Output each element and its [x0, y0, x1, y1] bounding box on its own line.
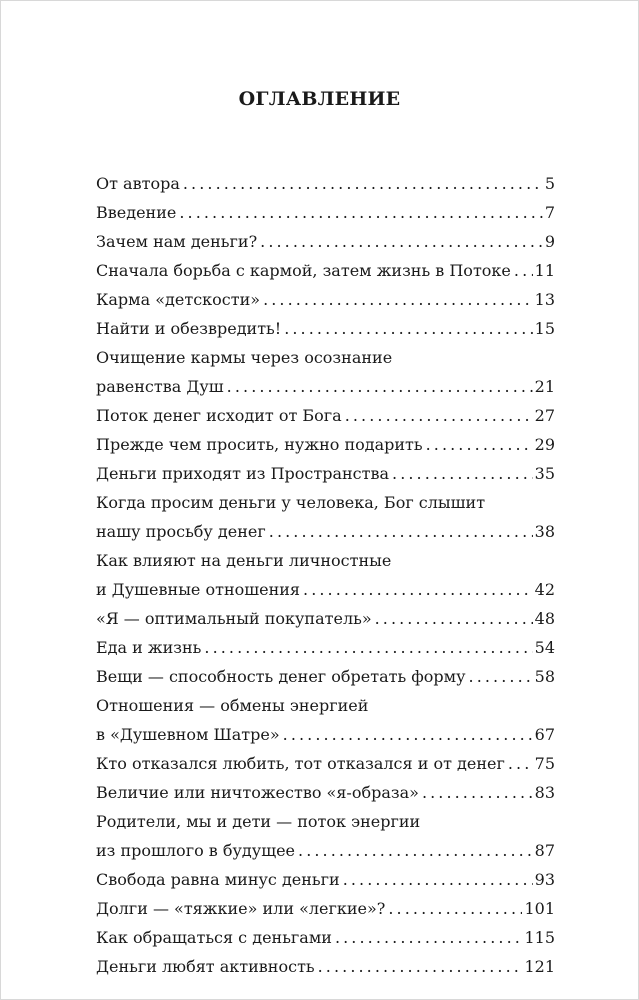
- toc-entry-title: Сначала борьба с кармой, затем жизнь в Потоке: [96, 261, 511, 280]
- toc-entry-page-number: 83: [534, 783, 555, 802]
- toc-entry-title: Деньги приходят из Пространства: [96, 464, 390, 483]
- toc-entry[interactable]: [96, 169, 555, 198]
- toc-entry-page-number: 67: [534, 725, 555, 744]
- toc-entry-page-number: 5: [544, 174, 555, 193]
- toc-entry-title: Найти и обезвредить!: [96, 319, 282, 338]
- dot-leader: [392, 459, 533, 488]
- dot-leader: [227, 372, 533, 401]
- toc-entry-first-line: Родители, мы и дети — поток энергии: [96, 812, 421, 831]
- toc-entry-page-number: 54: [534, 638, 555, 657]
- toc-entry[interactable]: [96, 198, 555, 227]
- toc-entry[interactable]: [96, 720, 555, 749]
- toc-entry[interactable]: [96, 256, 555, 285]
- table-of-contents: [96, 169, 555, 981]
- dot-leader: [375, 604, 533, 633]
- toc-entry[interactable]: [96, 430, 555, 459]
- toc-entry-title: из прошлого в будущее: [96, 841, 296, 860]
- toc-entry-page-number: 27: [534, 406, 555, 425]
- dot-leader: [422, 778, 533, 807]
- toc-entry-page-number: 38: [534, 522, 555, 541]
- dot-leader: [260, 227, 543, 256]
- toc-entry-page-number: 35: [534, 464, 555, 483]
- toc-entry-title: Зачем нам деньги?: [96, 232, 258, 251]
- page-title: ОГЛАВЛЕНИЕ: [238, 88, 401, 110]
- toc-entry-page-number: 13: [534, 290, 555, 309]
- dot-leader: [318, 952, 523, 981]
- toc-entry-first-line: Как влияют на деньги личностные: [96, 551, 392, 570]
- dot-leader: [343, 865, 533, 894]
- toc-entry[interactable]: [96, 401, 555, 430]
- toc-entry[interactable]: [96, 575, 555, 604]
- dot-leader: [179, 198, 542, 227]
- toc-entry-title: Кто отказался любить, тот отказался и от денег: [96, 754, 505, 773]
- dot-leader: [269, 517, 533, 546]
- toc-entry-title: Свобода равна минус деньги: [96, 870, 340, 889]
- toc-entry-title: и Душевные отношения: [96, 580, 301, 599]
- toc-entry-page-number: 7: [544, 203, 555, 222]
- toc-entry[interactable]: [96, 749, 555, 778]
- dot-leader: [508, 749, 533, 778]
- toc-entry-first-line: Отношения — обмены энергией: [96, 696, 369, 715]
- toc-entry-page-number: 9: [544, 232, 555, 251]
- toc-entry-title: в «Душевном Шатре»: [96, 725, 280, 744]
- toc-entry-title: Поток денег исходит от Бога: [96, 406, 342, 425]
- toc-entry[interactable]: [96, 894, 555, 923]
- toc-entry-page-number: 58: [534, 667, 555, 686]
- toc-entry-first-line: Когда просим деньги у человека, Бог слышит: [96, 493, 486, 512]
- toc-entry-page-number: 121: [524, 957, 555, 976]
- toc-entry[interactable]: [96, 836, 555, 865]
- toc-entry-page-number: 101: [524, 899, 555, 918]
- toc-entry[interactable]: [96, 227, 555, 256]
- dot-leader: [345, 401, 533, 430]
- toc-entry-page-number: 93: [534, 870, 555, 889]
- dot-leader: [284, 314, 532, 343]
- toc-entry[interactable]: [96, 517, 555, 546]
- toc-entry[interactable]: [96, 865, 555, 894]
- toc-entry-first-line: Очищение кармы через осознание: [96, 348, 393, 367]
- toc-entry-title: Вещи — способность денег обретать форму: [96, 667, 466, 686]
- toc-entry-page-number: 29: [534, 435, 555, 454]
- toc-entry-title: Еда и жизнь: [96, 638, 202, 657]
- toc-entry[interactable]: [96, 604, 555, 633]
- dot-leader: [426, 430, 533, 459]
- toc-entry-title: Долги — «тяжкие» или «легкие»?: [96, 899, 386, 918]
- toc-entry-page-number: 48: [534, 609, 555, 628]
- toc-entry-title: От автора: [96, 174, 180, 193]
- toc-entry-title: Карма «детскости»: [96, 290, 261, 309]
- toc-entry[interactable]: [96, 372, 555, 401]
- dot-leader: [469, 662, 533, 691]
- toc-entry-page-number: 87: [534, 841, 555, 860]
- toc-entry-title: Введение: [96, 203, 177, 222]
- toc-entry[interactable]: [96, 923, 555, 952]
- toc-entry[interactable]: [96, 459, 555, 488]
- toc-entry-page-number: 42: [534, 580, 555, 599]
- toc-entry-title: Величие или ничтожество «я-образа»: [96, 783, 419, 802]
- dot-leader: [263, 285, 533, 314]
- dot-leader: [388, 894, 522, 923]
- toc-entry[interactable]: [96, 633, 555, 662]
- dot-leader: [283, 720, 533, 749]
- toc-entry-title: нашу просьбу денег: [96, 522, 266, 541]
- dot-leader: [204, 633, 532, 662]
- dot-leader: [298, 836, 533, 865]
- toc-entry-title: Прежде чем просить, нужно подарить: [96, 435, 423, 454]
- toc-entry[interactable]: [96, 285, 555, 314]
- toc-entry-page-number: 21: [534, 377, 555, 396]
- toc-entry-page-number: 15: [534, 319, 555, 338]
- toc-entry-page-number: 75: [534, 754, 555, 773]
- toc-entry[interactable]: [96, 952, 555, 981]
- toc-entry[interactable]: [96, 778, 555, 807]
- toc-entry[interactable]: [96, 314, 555, 343]
- dot-leader: [514, 256, 533, 285]
- toc-entry-title: Как обращаться с деньгами: [96, 928, 332, 947]
- toc-entry-page-number: 11: [534, 261, 555, 280]
- dot-leader: [303, 575, 533, 604]
- dot-leader: [183, 169, 543, 198]
- toc-entry-title: равенства Душ: [96, 377, 224, 396]
- toc-entry-title: Деньги любят активность: [96, 957, 315, 976]
- dot-leader: [335, 923, 523, 952]
- toc-entry[interactable]: [96, 662, 555, 691]
- toc-entry-title: «Я — оптимальный покупатель»: [96, 609, 372, 628]
- toc-entry-page-number: 115: [524, 928, 555, 947]
